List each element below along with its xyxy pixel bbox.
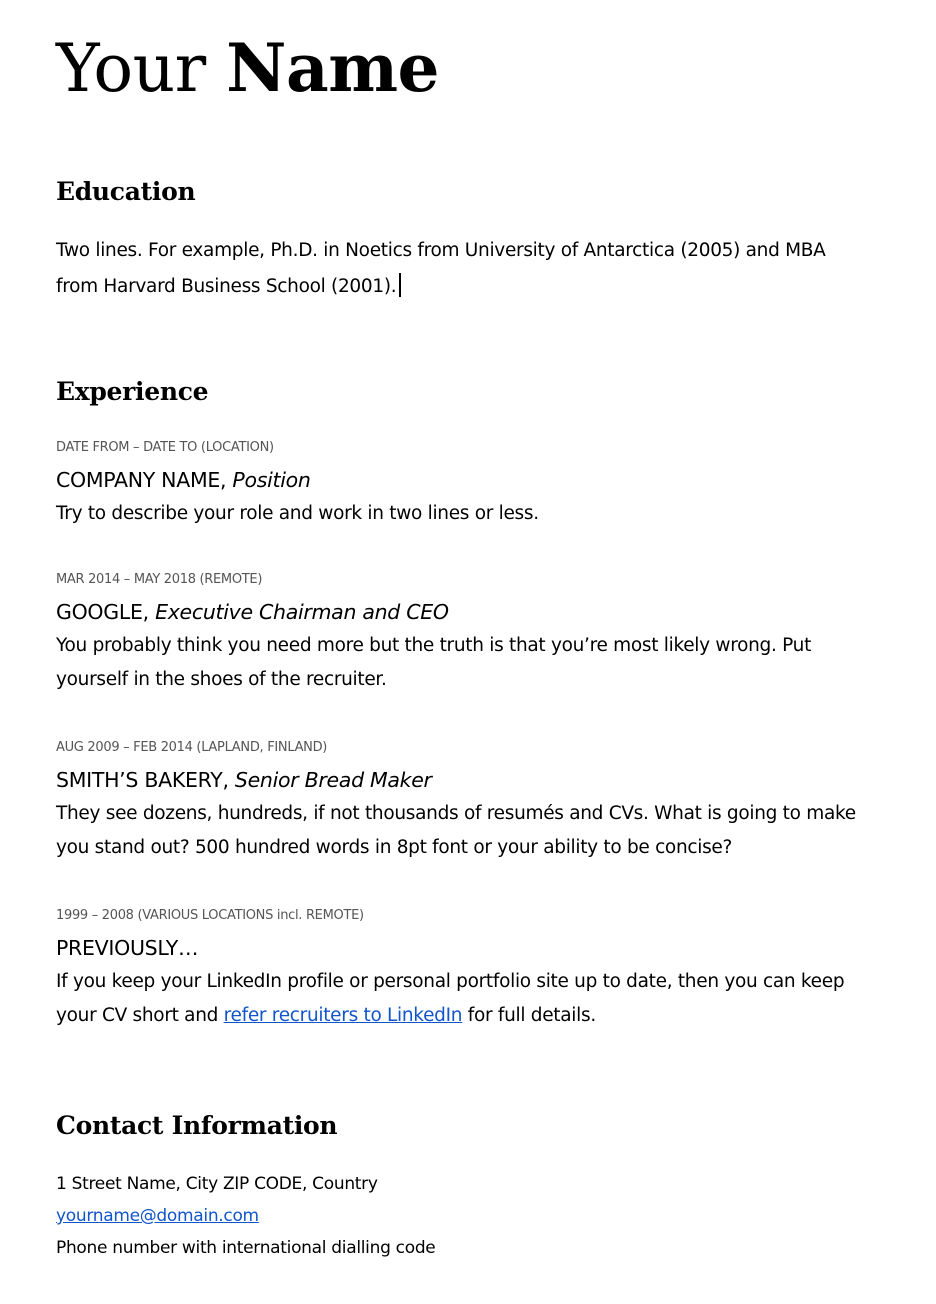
job-date: MAR 2014 – MAY 2018 (REMOTE) <box>56 572 263 587</box>
email-link[interactable]: yourname@domain.com <box>56 1206 259 1226</box>
job-company: SMITH’S BAKERY, <box>56 768 229 792</box>
resume-name-title[interactable] <box>56 28 439 109</box>
experience-heading: Experience <box>56 377 209 406</box>
contact-address: 1 Street Name, City ZIP CODE, Country <box>56 1174 378 1194</box>
job-description: They see dozens, hundreds, if not thousands of resumés and CVs. What is going to make you stand out? 500 hundred words in 8pt font or your ability to be concise? <box>56 803 856 858</box>
contact-heading: Contact Information <box>56 1111 338 1140</box>
education-text-content: Two lines. For example, Ph.D. in Noetics from University of Antarctica (2005) and MBA from Harvard Business School (2001). <box>56 240 826 297</box>
linkedin-link[interactable]: refer recruiters to LinkedIn <box>223 1005 463 1026</box>
job-description-after: for full details. <box>462 1005 596 1026</box>
text-cursor <box>399 273 401 297</box>
education-heading: Education <box>56 177 196 206</box>
job-position: Executive Chairman and CEO <box>155 600 449 624</box>
job-description: Try to describe your role and work in two lines or less. <box>56 503 539 524</box>
job-entry[interactable] <box>56 907 876 1033</box>
job-description: You probably think you need more but the truth is that you’re most likely wrong. Put yourself in the shoes of the recruiter. <box>56 635 812 690</box>
contact-email-line <box>56 1204 259 1228</box>
job-title <box>56 766 876 794</box>
name-last: Name <box>226 29 440 107</box>
job-entry[interactable] <box>56 571 876 697</box>
job-description-before: If you keep your LinkedIn profile or personal portfolio site up to date, then you can keep your CV short and <box>56 971 845 1026</box>
contact-phone: Phone number with international dialling code <box>56 1238 436 1258</box>
job-date: DATE FROM – DATE TO (LOCATION) <box>56 440 274 455</box>
job-title <box>56 934 876 962</box>
job-date: 1999 – 2008 (VARIOUS LOCATIONS incl. REMOTE) <box>56 908 364 923</box>
job-position: Senior Bread Maker <box>234 768 432 792</box>
job-date: AUG 2009 – FEB 2014 (LAPLAND, FINLAND) <box>56 740 328 755</box>
job-company: GOOGLE, <box>56 600 149 624</box>
job-title <box>56 598 876 626</box>
job-title <box>56 466 876 494</box>
name-first: Your <box>56 30 206 107</box>
job-position: Position <box>232 468 311 492</box>
job-company: PREVIOUSLY… <box>56 936 199 960</box>
job-description <box>56 965 876 1033</box>
job-company: COMPANY NAME, <box>56 468 227 492</box>
job-entry[interactable] <box>56 739 876 865</box>
education-text[interactable] <box>56 233 866 305</box>
job-entry[interactable] <box>56 439 876 531</box>
